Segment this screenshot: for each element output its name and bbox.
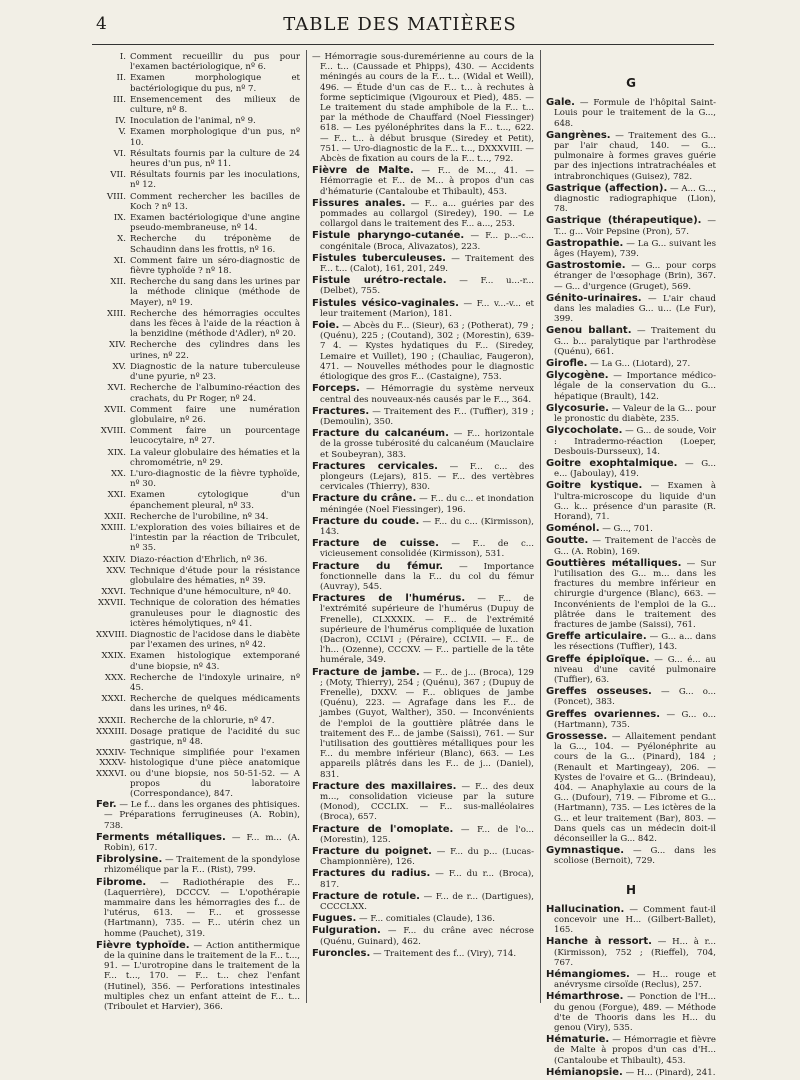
item-number: XXXI. bbox=[101, 694, 126, 705]
section-letter-h: H bbox=[625, 882, 637, 897]
index-entry bbox=[546, 131, 716, 182]
item-number: V. bbox=[118, 127, 126, 138]
numbered-item bbox=[96, 362, 300, 382]
numbered-item bbox=[96, 73, 300, 93]
index-entry bbox=[546, 846, 716, 866]
entry-headword: Fulguration. bbox=[312, 925, 381, 937]
entry-text: — Traitement de l'accès de G... (A. Robin), 169. bbox=[554, 536, 716, 557]
numbered-item bbox=[96, 234, 300, 254]
entry-text: — F... p...-c... congénitale (Broca, Alivazatos), 223. bbox=[320, 231, 534, 252]
index-entry bbox=[312, 562, 534, 593]
numbered-item bbox=[96, 598, 300, 629]
entry-headword: Fibrome. bbox=[96, 876, 147, 888]
index-entry bbox=[312, 782, 534, 823]
entry-text: — F... horizontale de la grosse tubérosité du calcanéum (Mauclaire et Soubeyran), 383. bbox=[320, 429, 534, 460]
entry-headword: Hanche à ressort. bbox=[546, 936, 652, 948]
index-entry bbox=[546, 359, 716, 369]
entry-text: — G... de soude, Voir : Intradermo-réaction (Loeper, Desbouis-Dursseux), 14. bbox=[554, 426, 716, 457]
index-entry bbox=[312, 825, 534, 845]
entry-headword: Fractures du radius. bbox=[312, 868, 431, 880]
entry-text: — Hémorragie sous-duremérienne au cours de la F... t... (Caussade et Phipps), 430. — Accidents méningés au cours de la F... t... (Widal et Weill), 496. — Étude d'un cas de F... t... à rechutes à forme septicimique (Vigouroux et Pied), 485. — Le traitement du stade amphibole de la F... t... par la méthode de Chauffard (Noel Fiessinger) 618. — Les pyélonéphrites dans la F... t..., 622. — F... t... à début brusque (Siredey et Petit), 751. — Uro-diagnostic de la F... t..., DXXXVIII. — Abcès de fixation au cours de la F... t..., 792. bbox=[312, 52, 534, 165]
entry-headword: Fracture du calcanéum. bbox=[312, 428, 449, 440]
index-entry bbox=[96, 941, 300, 1012]
column-divider-1 bbox=[306, 50, 307, 1003]
index-entry bbox=[546, 184, 716, 215]
entry-headword: Fracture du fémur. bbox=[312, 560, 444, 572]
numbered-item bbox=[96, 340, 300, 360]
item-text: Examen histologique extemporané d'une biopsie, nº 43. bbox=[130, 651, 300, 672]
entry-headword: Gastrostomie. bbox=[546, 260, 626, 272]
entry-text: — Traitement des G... par l'air chaud, 140. — G... pulmonaire à formes graves guérie par des injections intratrachéales et intrabronchiques (Guisez), 782. bbox=[554, 130, 716, 182]
index-entry bbox=[546, 687, 716, 707]
entry-text: — F... des deux m..., consolidation vicieuse par la suture (Monod), CCCLIX. — F... sus-malléolaires (Broca), 657. bbox=[320, 781, 534, 823]
entry-text: — Traitement des F... t... (Calot), 161, 201, 249. bbox=[320, 253, 535, 275]
item-text: Recherche de l'albumino-réaction des crachats, du Pr Roger, nº 24. bbox=[130, 383, 300, 404]
entry-text: — Hémorragie et fièvre de Malte à propos d'un cas d'H... (Cantaloube et Thibault), 453. bbox=[554, 1035, 716, 1066]
index-entry bbox=[312, 254, 534, 274]
item-text: Diagnostic de l'acidose dans le diabète par l'examen des urines, nº 42. bbox=[130, 629, 300, 651]
entry-headword: Fer. bbox=[96, 799, 117, 811]
item-text: Résultats fournis par les inoculations, nº 12. bbox=[130, 170, 300, 191]
entry-text: — F... du r... (Broca), 817. bbox=[320, 869, 534, 890]
item-text: Recherche des cylindres dans les urines, nº 22. bbox=[130, 340, 300, 361]
numbered-item bbox=[96, 448, 300, 468]
entry-headword: Foie. bbox=[312, 320, 340, 332]
numbered-item bbox=[96, 405, 300, 425]
item-number: XVIII. bbox=[100, 426, 126, 437]
entry-text: — F... de j... (Broca), 129 ; (Moty, Thierry), 254 ; (Quénu), 367 ; (Dupuy de Frenelle), DXXV. — F... obliques de jambe (Quénu), 223. — Agrafage dans les F... de jambes (Guyot, Walther), 350. — Inconvénients de l'emploi de la gouttière plâtrée dans le traitement des F... de jambe (Saissi), 761. — Sur l'utilisation des gouttières métalliques pour les F... du membre inférieur (Blanc), 663. — Les appareils plâtrés dans les F... de j... (Daniel), 831. bbox=[320, 667, 535, 780]
item-number: XIX. bbox=[107, 447, 126, 458]
index-entry bbox=[96, 833, 300, 853]
entry-headword: Génito-urinaires. bbox=[546, 292, 642, 304]
entry-text: — F... a... guéries par des pommades au collargol (Siredey), 190. — Le collargol dans le traitement des F... a..., 253. bbox=[320, 198, 534, 230]
index-entry bbox=[546, 294, 716, 325]
item-text: Diagnostic de la nature tuberculeuse d'une pyurie, nº 23. bbox=[130, 361, 300, 383]
index-entry bbox=[312, 914, 534, 924]
numbered-item bbox=[96, 694, 300, 714]
entry-headword: Glycogène. bbox=[546, 370, 609, 382]
column-3 bbox=[546, 52, 716, 1080]
entry-headword: Greffes ovariennes. bbox=[546, 708, 661, 720]
item-number: XXX. bbox=[104, 672, 126, 683]
index-entry bbox=[312, 949, 534, 959]
entry-headword: Goitre exophtalmique. bbox=[546, 457, 678, 469]
entry-headword: Goitre kystique. bbox=[546, 480, 643, 492]
index-entry bbox=[546, 459, 716, 479]
entry-text: — Importance fonctionnelle dans la F... du col du fémur (Auvray), 545. bbox=[320, 561, 534, 592]
numbered-item bbox=[96, 170, 300, 190]
entry-text: — G... e... (Jaboulay), 419. bbox=[554, 458, 717, 480]
entry-headword: Gastrique (thérapeutique). bbox=[546, 215, 702, 227]
index-entry bbox=[96, 800, 300, 831]
entry-headword: Gymnastique. bbox=[546, 845, 625, 857]
entry-headword: Fracture du coude. bbox=[312, 515, 420, 527]
entry-headword: Genou ballant. bbox=[546, 325, 632, 337]
item-number: IV. bbox=[115, 116, 126, 127]
item-number: XXII. bbox=[104, 511, 126, 522]
item-number: XII. bbox=[110, 277, 126, 288]
entry-headword: Fracture du poignet. bbox=[312, 846, 432, 858]
item-text: L'exploration des voies biliaires et de l'intestin par la réaction de Tribculet, nº 35. bbox=[130, 522, 300, 554]
index-entry bbox=[546, 404, 716, 424]
item-text: Ensemencement des milieux de culture, nº 8. bbox=[130, 94, 300, 116]
entry-headword: Gangrènes. bbox=[546, 129, 611, 141]
entry-headword: Fugues. bbox=[312, 913, 357, 925]
entry-text: — F... du crâne avec nécrose (Quénu, Guinard), 462. bbox=[320, 926, 534, 947]
item-number: XV. bbox=[112, 361, 126, 372]
entry-text: — Traitement du G... b... paralytique par l'arthrodèse (Quénu), 661. bbox=[554, 326, 716, 357]
entry-headword: Hématurie. bbox=[546, 1034, 610, 1046]
index-entry bbox=[96, 878, 300, 939]
entry-text: — H... rouge et anévrysme cirsoïde (Reclus), 257. bbox=[554, 970, 716, 991]
entry-headword: Gouttières métalliques. bbox=[546, 557, 682, 569]
item-text: Examen cytologique d'un épanchement pleural, nº 33. bbox=[130, 490, 300, 511]
item-number: XXIII. bbox=[100, 522, 126, 533]
index-entry bbox=[312, 384, 534, 404]
item-number: VI. bbox=[113, 148, 126, 159]
index-entry bbox=[546, 1035, 716, 1066]
item-text: Technique de coloration des hématies granuleuses pour le diagnostic des ictères hémolytiques, nº 41. bbox=[130, 598, 300, 629]
item-text: Technique d'étude pour la résistance globulaire des hématies, nº 39. bbox=[130, 565, 300, 586]
numbered-item bbox=[96, 116, 300, 126]
column-2 bbox=[312, 52, 534, 961]
item-text: Recherche de l'urobiline, nº 34. bbox=[130, 511, 269, 522]
entry-list-f-start bbox=[96, 800, 300, 1012]
index-entry bbox=[312, 276, 534, 296]
item-number: VIII. bbox=[106, 191, 126, 202]
entry-headword: Gale. bbox=[546, 97, 575, 109]
entry-text: — Radiothérapie des F... (Laquerrière), DCCCV. — L'opothérapie mammaire dans les hémorragies des f... de l'utérus, 613. — F... et grossesse (Hartmann), 735. — F... utérin chez un homme (Pauchet), 319. bbox=[104, 877, 300, 939]
index-entry bbox=[312, 462, 534, 493]
entry-headword: Fissures anales. bbox=[312, 197, 406, 209]
entry-text: — Traitement des F... (Tuffier), 319 ; (Demoulin), 350. bbox=[320, 406, 534, 427]
item-number: XXIV. bbox=[102, 554, 126, 565]
entry-text: — F... c... des plongeurs (Lejars), 815. — F... des vertèbres cervicales (Thierry), 830. bbox=[320, 461, 534, 493]
item-number: X. bbox=[117, 234, 126, 245]
entry-text: — Comment faut-il concevoir une H... (Gilbert-Ballet), 165. bbox=[554, 904, 716, 936]
item-text: Examen morphologique d'un pus, nº 10. bbox=[130, 127, 300, 148]
entry-headword: Fracture de l'omoplate. bbox=[312, 823, 454, 835]
entry-text: — Ponction de l'H... du genou (Forgue), 489. — Méthode d'te de Thooris dans les H... du genou (Viry), 535. bbox=[554, 992, 716, 1034]
index-entry bbox=[546, 261, 716, 292]
item-number: XXXII. bbox=[98, 715, 126, 726]
numbered-item bbox=[96, 95, 300, 115]
index-entry bbox=[312, 892, 534, 912]
entry-headword: Fièvre de Malte. bbox=[312, 165, 414, 177]
item-text: Résultats fournis par la culture de 24 heures d'un pus, nº 11. bbox=[130, 148, 300, 170]
entry-text: — Importance médico-légale de la conservation du G... hépatique (Brault), 142. bbox=[554, 371, 716, 402]
entry-text: — L'air chaud dans les maladies G... u... (Le Fur), 399. bbox=[554, 293, 716, 325]
column-1 bbox=[96, 52, 300, 1014]
numbered-item bbox=[96, 277, 300, 308]
index-entry bbox=[546, 1068, 716, 1078]
entry-text: — F... du p... (Lucas-Championnière), 126. bbox=[320, 847, 534, 868]
numbered-item bbox=[96, 309, 300, 340]
index-entry bbox=[312, 847, 534, 867]
index-entry bbox=[546, 732, 716, 844]
entry-headword: Fracture de cuisse. bbox=[312, 538, 439, 550]
item-number: XXVIII. bbox=[96, 629, 128, 640]
numbered-item bbox=[96, 555, 300, 565]
entry-headword: Goutte. bbox=[546, 535, 589, 547]
index-entry bbox=[546, 937, 716, 968]
numbered-item bbox=[96, 52, 300, 72]
entry-text: — Sur l'utilisation des G... m... dans les fractures du membre inférieur en chirurgie d'urgence (Blanc), 663. — Inconvénients de l'emploi de la G... plâtrée dans le traitement des fractures de jambe (Saissi), 761. bbox=[554, 558, 716, 630]
index-entry bbox=[312, 926, 534, 946]
numbered-item bbox=[96, 566, 300, 586]
entry-text: — F... v...-v... et leur traitement (Marion), 181. bbox=[320, 298, 534, 319]
entry-headword: Fistule urétro-rectale. bbox=[312, 275, 447, 287]
entry-text: — Hémorragie du système nerveux central des nouveaux-nés causés par le F..., 364. bbox=[320, 384, 534, 405]
item-text: Technique simplifiée pour l'examen histologique d'une pièce anatomique ou d'une biopsie, nos 50-51-52. — A propos du laboratoire (Correspondance), 847. bbox=[130, 748, 300, 800]
numbered-item bbox=[96, 256, 300, 276]
entry-text: — F... du c... et inondation méningée (Noel Fiessinger), 196. bbox=[320, 494, 534, 515]
entry-text: — Formule de l'hôpital Saint-Louis pour le traitement de la G..., 648. bbox=[554, 98, 716, 129]
index-entry bbox=[312, 668, 534, 780]
index-entry bbox=[96, 855, 300, 875]
entry-text: — F... du c... (Kirmisson), 143. bbox=[320, 516, 534, 537]
entry-headword: Gastropathie. bbox=[546, 237, 624, 249]
item-number: XXXIV-XXXV-XXXVI. bbox=[96, 748, 127, 779]
index-entry bbox=[312, 321, 534, 382]
item-text: Technique d'une hémoculture, nº 40. bbox=[130, 587, 292, 598]
entry-text: — G..., 701. bbox=[599, 524, 653, 535]
numbered-item bbox=[96, 426, 300, 446]
index-entry bbox=[312, 594, 534, 665]
entry-headword: Fistules vésico-vaginales. bbox=[312, 297, 459, 309]
item-text: L'uro-diagnostic de la fièvre typhoïde, nº 30. bbox=[130, 468, 300, 490]
item-number: XXI. bbox=[107, 490, 126, 501]
index-entry bbox=[546, 559, 716, 630]
item-text: Recherche de l'indoxyle urinaire, nº 45. bbox=[130, 672, 300, 693]
item-number: II. bbox=[116, 73, 126, 84]
numbered-item bbox=[96, 748, 300, 799]
item-text: Inoculation de l'animal, nº 9. bbox=[130, 116, 256, 127]
entry-text: — Traitement des f... (Viry), 714. bbox=[370, 948, 517, 959]
numbered-item bbox=[96, 630, 300, 650]
page-title: TABLE DES MATIÈRES bbox=[283, 14, 517, 35]
entry-headword: Fistule pharyngo-cutanée. bbox=[312, 230, 465, 242]
index-entry bbox=[312, 231, 534, 251]
index-entry bbox=[546, 632, 716, 652]
index-entry bbox=[546, 970, 716, 990]
item-text: Dosage pratique de l'acidité du suc gastrique, nº 48. bbox=[130, 726, 300, 747]
entry-headword: Ferments métalliques. bbox=[96, 831, 226, 843]
item-text: Recherche de la chlorurie, nº 47. bbox=[130, 715, 275, 726]
entry-headword: Goménol. bbox=[546, 523, 600, 535]
index-entry bbox=[546, 992, 716, 1033]
entry-headword: Forceps. bbox=[312, 383, 360, 395]
entry-list-g bbox=[546, 98, 716, 866]
item-number: XXXIII. bbox=[96, 726, 128, 737]
entry-headword: Fractures. bbox=[312, 405, 370, 417]
item-text: Diazo-réaction d'Ehrlich, nº 36. bbox=[130, 554, 268, 565]
item-number: III. bbox=[113, 94, 126, 105]
entry-headword: Hémianopsie. bbox=[546, 1066, 623, 1078]
numbered-item bbox=[96, 127, 300, 147]
page-header bbox=[0, 14, 800, 44]
entry-headword: Hémarthrose. bbox=[546, 991, 624, 1003]
entry-text: — Action antithermique de la quinine dans le traitement de la F... t..., 91. — L'urotropine dans le traitement de la F... t..., 170. — F... t... chez l'enfant (Hutinel), 356. — Perforations intestinales multiples chez un enfant atteint de F... t... (Triboulet et Harvier), 366. bbox=[104, 940, 301, 1013]
index-entry bbox=[546, 239, 716, 259]
index-entry bbox=[546, 905, 716, 936]
item-number: XVI. bbox=[107, 383, 126, 394]
numbered-item bbox=[96, 149, 300, 169]
page-number: 4 bbox=[96, 14, 107, 34]
item-number: XIV. bbox=[109, 340, 126, 351]
item-text: Examen morphologique et bactériologique du pus, nº 7. bbox=[130, 73, 300, 94]
entry-text: — A... G..., diagnostic radiographique (Lion), 78. bbox=[554, 183, 716, 215]
item-text: Comment faire un séro-diagnostic de fièvre typhoïde ? nº 18. bbox=[130, 255, 300, 277]
header-rule bbox=[92, 44, 714, 45]
entry-text: — H... à r... (Kirmisson), 752 ; (Rieffel), 704, 767. bbox=[554, 937, 716, 968]
entry-text: — F... comitiales (Claude), 136. bbox=[356, 914, 495, 925]
entry-headword: Fièvre typhoïde. bbox=[96, 939, 190, 951]
entry-headword: Fracture du crâne. bbox=[312, 493, 417, 505]
item-text: Comment rechercher les bacilles de Koch ? nº 13. bbox=[130, 191, 300, 212]
entry-text: — F... u...-r... (Delbet), 755. bbox=[320, 276, 534, 297]
index-entry bbox=[546, 326, 716, 357]
item-text: Examen bactériologique d'une angine pseudo-membraneuse, nº 14. bbox=[130, 213, 300, 234]
entry-text: — Allaitement pendant la G..., 104. — Pyélonéphrite au cours de la G... (Pinard), 184 ; (Renault et Martingeay), 206. — Kystes de l'ovaire et G... (Brindeau), 404. — Anaphylaxie au cours de la G... (Dufour), 719. — Fibrome et G... (Hartmann), 735. — Les ictères de la G... et leur traitement (Bar), 803. — Dans quels cas un médecin doit-il déconseiller la G... 842. bbox=[554, 731, 716, 845]
entry-text: — F... m... (A. Robin), 617. bbox=[104, 832, 300, 854]
entry-text: — Abcès du F... (Sieur), 63 ; (Potherat), 79 ; (Quénu), 225 ; (Coutand), 302 ; (Morestin), 639-7 4. — Kystes hydatiques du F... (Siredey, Lemaire et Vuillet), 190 ; (Chauliac, Faugeron), 471. — Nouvelles méthodes pour le diagnostic étiologique des gros F... (Castaigne), 753. bbox=[320, 321, 534, 383]
index-entry bbox=[546, 524, 716, 534]
item-number: XVII. bbox=[104, 404, 126, 415]
item-number: XXVII. bbox=[98, 598, 126, 609]
numbered-item bbox=[96, 490, 300, 510]
item-text: Comment faire un pourcentage leucocytaire, nº 27. bbox=[130, 426, 300, 447]
entry-text: — G... é... au niveau d'une cavité pulmonaire (Tuffier), 63. bbox=[554, 654, 716, 685]
entry-headword: Greffe épiploïque. bbox=[546, 653, 650, 665]
section-letter-g: G bbox=[626, 76, 636, 90]
entry-headword: Grossesse. bbox=[546, 730, 608, 742]
item-text: La valeur globulaire des hématies et la chromométrie, nº 29. bbox=[130, 447, 300, 468]
entry-headword: Fracture de rotule. bbox=[312, 890, 420, 902]
entry-list-h bbox=[546, 905, 716, 1078]
entry-text: — G... o... (Hartmann), 735. bbox=[554, 709, 716, 730]
numbered-item bbox=[96, 727, 300, 747]
numbered-item bbox=[96, 716, 300, 726]
numbered-item bbox=[96, 213, 300, 233]
entry-text: — La G... (Liotard), 27. bbox=[587, 359, 691, 370]
entry-headword: Hallucination. bbox=[546, 903, 625, 915]
entry-text: — F... de c... vicieusement consolidée (Kirmisson), 531. bbox=[320, 539, 534, 560]
item-text: Comment faire une numération globulaire, nº 26. bbox=[130, 404, 300, 425]
item-number: I. bbox=[119, 52, 126, 62]
numbered-item bbox=[96, 673, 300, 693]
entry-headword: Girofle. bbox=[546, 358, 588, 370]
numbered-item bbox=[96, 523, 300, 554]
index-entry bbox=[312, 199, 534, 230]
item-number: IX. bbox=[113, 213, 126, 224]
index-entry bbox=[312, 869, 534, 889]
entry-headword: Hémangiomes. bbox=[546, 969, 630, 981]
entry-text: — T... g... Voir Pepsine (Pron), 57. bbox=[554, 216, 717, 237]
index-entry bbox=[312, 52, 534, 164]
entry-text: — Traitement de la spondylose rhizomélique par la F... (Rist), 799. bbox=[104, 855, 300, 876]
index-entry bbox=[312, 299, 534, 319]
column-divider-2 bbox=[540, 50, 541, 1003]
entry-text: — Examen à l'ultra-microscope du liquide d'un G... k... présence d'un parasite (R. Horand), 71. bbox=[554, 481, 716, 522]
entry-text: — F... de r... (Dartigues), CCCCLXX. bbox=[320, 891, 535, 913]
entry-headword: Greffes osseuses. bbox=[546, 686, 652, 698]
index-entry bbox=[312, 517, 534, 537]
entry-headword: Greffe articulaire. bbox=[546, 631, 647, 643]
entry-headword: Fistules tuberculeuses. bbox=[312, 252, 446, 264]
item-number: VII. bbox=[110, 170, 126, 181]
index-entry bbox=[546, 481, 716, 522]
entry-text: — H... (Pinard), 241. bbox=[622, 1067, 716, 1078]
entry-headword: Fracture de jambe. bbox=[312, 666, 420, 678]
numbered-item bbox=[96, 587, 300, 597]
index-entry bbox=[312, 166, 534, 197]
index-entry bbox=[546, 710, 716, 730]
entry-text: — Valeur de la G... pour le pronostic du diabète, 235. bbox=[554, 403, 716, 425]
entry-text: — G... o... (Poncet), 383. bbox=[554, 687, 716, 708]
item-number: XXVI. bbox=[101, 587, 126, 598]
numbered-item bbox=[96, 383, 300, 403]
entry-headword: Furoncles. bbox=[312, 947, 371, 959]
index-entry bbox=[312, 494, 534, 514]
item-number: XXV. bbox=[106, 565, 126, 576]
item-number: XI. bbox=[113, 255, 126, 266]
index-entry bbox=[546, 655, 716, 686]
entry-headword: Fibrolysine. bbox=[96, 854, 163, 866]
item-number: XXIX. bbox=[101, 651, 126, 662]
numbered-item bbox=[96, 512, 300, 522]
entry-text: — F... de l'extrémité supérieure de l'humérus (Dupuy de Frenelle), CLXXXIX. — F... de l'extrémité supérieure de l'humérus compliquée de luxation (Dacron), CCLVI ; (Péraire), CCLVII. — F... de l'h... (Ozenne), CCCXV. — F... partielle de la tête humérale, 349. bbox=[320, 594, 534, 666]
entry-text: — G... pour corps étranger de l'œsophage (Brin), 367. — G... d'urgence (Gruget), 569. bbox=[554, 261, 716, 292]
numbered-item bbox=[96, 192, 300, 212]
entry-text: — Le f... dans les organes des phtisiques. — Préparations ferrugineuses (A. Robin), 738. bbox=[104, 800, 300, 831]
item-number: XIII. bbox=[106, 308, 126, 319]
entry-headword: Glycocholate. bbox=[546, 425, 623, 437]
item-text: Recherche du tréponème de Schaudinn dans les frottis, nº 16. bbox=[130, 234, 300, 255]
index-entry bbox=[546, 536, 716, 556]
entry-headword: Fractures cervicales. bbox=[312, 460, 438, 472]
item-text: Recherche du sang dans les urines par la méthode clinique (méthode de Mayer), nº 19. bbox=[130, 277, 300, 308]
index-entry bbox=[546, 98, 716, 129]
item-text: Recherche des hémorragies occultes dans les fèces à l'aide de la réaction à la benzidine (méthode d'Adler), nº 20. bbox=[130, 308, 300, 340]
entry-headword: Glycosurie. bbox=[546, 402, 609, 414]
numbered-item bbox=[96, 651, 300, 671]
index-entry bbox=[312, 539, 534, 559]
entry-headword: Gastrique (affection). bbox=[546, 182, 668, 194]
entry-list-f bbox=[312, 52, 534, 959]
index-entry bbox=[546, 426, 716, 457]
entry-text: — F... de l'o... (Morestin), 125. bbox=[320, 824, 534, 845]
entry-text: — La G... suivant les âges (Hayem), 739. bbox=[554, 238, 716, 260]
entry-headword: Fracture des maxillaires. bbox=[312, 780, 457, 792]
item-text: Comment recueillir du pus pour l'examen bactériologique, nº 6. bbox=[130, 52, 300, 73]
index-entry bbox=[546, 216, 716, 236]
entry-headword: Fractures de l'humérus. bbox=[312, 593, 466, 605]
index-entry bbox=[312, 407, 534, 427]
item-text: Recherche de quelques médicaments dans les urines, nº 46. bbox=[130, 694, 300, 715]
item-number: XX. bbox=[111, 468, 126, 479]
entry-text: — G... a... dans les résections (Tuffier), 143. bbox=[554, 632, 716, 653]
entry-text: — F... de M..., 41. — Hémorragie et F... de M... à propos d'un cas d'hématurie (Cantaloube et Thibault), 453. bbox=[320, 166, 534, 197]
index-entry bbox=[312, 429, 534, 460]
numbered-list bbox=[96, 52, 300, 799]
numbered-item bbox=[96, 469, 300, 489]
index-entry bbox=[546, 371, 716, 402]
entry-text: — G... dans les scoliose (Bernoit), 729. bbox=[554, 846, 716, 867]
